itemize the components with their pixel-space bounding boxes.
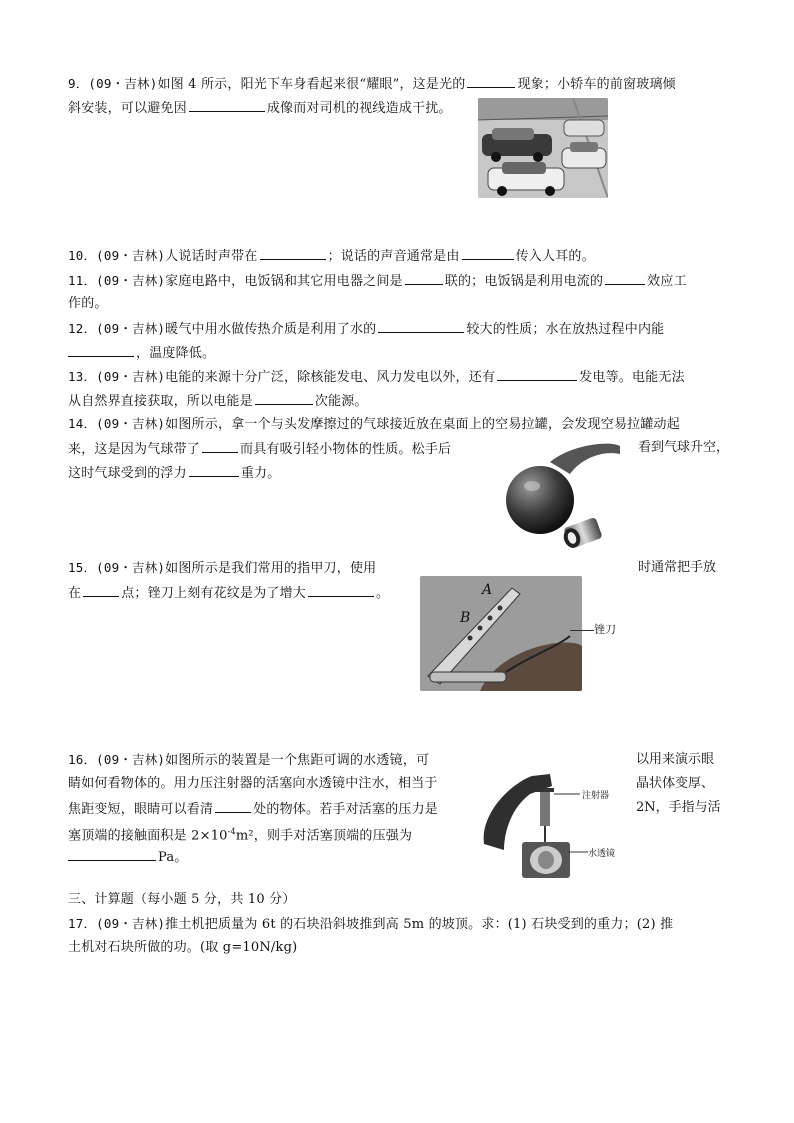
q16-text-4b: m²，则手对活塞顶端的压强为: [235, 828, 413, 844]
q11-text-b: 联的；电饭锅是利用电流的: [444, 274, 604, 289]
q15-text-2b: 点；锉刀上刻有花纹是为了增大: [121, 586, 307, 601]
car-4: [564, 120, 604, 136]
q11-number: 11．(09・吉林): [68, 273, 166, 288]
q14-blank-1[interactable]: [202, 438, 238, 453]
hand-shape: [550, 444, 620, 474]
q17-text-a: 推土机把质量为 6t 的石块沿斜坡推到高 5m 的坡顶。求：(1) 石块受到的重力；(2) 推: [165, 917, 674, 932]
q14-line3: [68, 462, 280, 484]
q14-figure-balloon: [500, 440, 622, 560]
q9-figure-cars: [478, 98, 608, 198]
q16-line1-right: [636, 750, 714, 770]
q15-line1-right: [638, 558, 716, 578]
q15-line2: [68, 582, 389, 604]
q12-blank-1[interactable]: [378, 318, 464, 333]
q16-line4: [68, 822, 412, 846]
q15-text-a: 如图所示是我们常用的指甲刀，使用: [165, 561, 377, 576]
q14-text-3b: 重力。: [240, 466, 281, 481]
q17-line2: [68, 938, 297, 958]
q10-text-c: 传入人耳的。: [515, 249, 595, 264]
q15-text-b: 时通常把手放: [638, 560, 717, 575]
q17-line1: [68, 914, 673, 935]
q14-line2: [68, 438, 451, 460]
fig-label-b: B: [460, 610, 471, 626]
q16-text-3b: 处的物体。若手对活塞的压力是: [253, 802, 439, 817]
q12-blank-2[interactable]: [68, 342, 134, 357]
q10-blank-1[interactable]: [260, 245, 326, 260]
q16-text-b: 以用来演示眼: [636, 752, 715, 767]
balloon-can-illustration: [500, 440, 622, 560]
q14-number: 14．(09・吉林): [68, 416, 166, 431]
fig-label-file: [594, 620, 616, 640]
fig-label-a: A: [482, 582, 493, 598]
q16-text-3c: 2N，手指与活: [636, 800, 721, 815]
q10-text-a: 人说话时声带在: [165, 249, 258, 264]
q11-blank-1[interactable]: [405, 270, 443, 285]
q15-blank-1[interactable]: [83, 582, 119, 597]
q13-line1: [68, 366, 685, 388]
can-shape: [561, 517, 603, 550]
q15-line1: [68, 558, 376, 579]
q12-text-line2: ，温度降低。: [136, 346, 216, 361]
q10-number: 10．(09・吉林): [68, 248, 166, 263]
fig-label-syringe: 注射器: [582, 791, 610, 801]
q13-blank-1[interactable]: [497, 366, 577, 381]
q14-text-3a: 这时气球受到的浮力: [68, 466, 187, 481]
q12-text-b: 较大的性质；水在放热过程中内能: [466, 322, 665, 337]
q13-text-2a: 从自然界直接获取，所以电能是: [68, 394, 253, 409]
q14-text-a: 如图所示，拿一个与头发摩擦过的气球接近放在桌面上的空易拉罐，会发现空易拉罐动起: [165, 417, 680, 432]
q16-figure-water-lens: [480, 764, 630, 886]
q16-text-2a: 睛如何看物体的。用力压注射器的活塞向水透镜中注水，相当于: [68, 776, 438, 791]
syringe-shape: [540, 790, 550, 826]
q16-text-5: Pa。: [158, 850, 188, 865]
q10-blank-2[interactable]: [462, 245, 514, 260]
q13-blank-2[interactable]: [255, 390, 313, 405]
q16-text-4a: 塞顶端的接触面积是 2×10: [68, 828, 228, 844]
q16-text-3a: 焦距变短，眼睛可以看清: [68, 802, 214, 817]
q16-exponent: -4: [227, 827, 236, 836]
file-label-pointer: [570, 630, 594, 631]
q15-figure-nail-clipper: [420, 576, 582, 691]
q11-text-line2: 作的。: [68, 296, 108, 311]
q12-line2: [68, 342, 215, 364]
q11-text-c: 效应工: [647, 274, 687, 289]
section-3-title-text: 三、计算题（每小题 5 分，共 10 分）: [68, 892, 296, 907]
fig-label-lens: 水透镜: [588, 849, 616, 859]
q15-text-2c: 。: [376, 586, 390, 601]
q16-text-a: 如图所示的装置是一个焦距可调的水透镜，可: [165, 753, 430, 768]
q12-line1: [68, 318, 664, 340]
q14-text-2b: 而具有吸引轻小物体的性质。松手后: [240, 442, 452, 457]
q13-text-a: 电能的来源十分广泛，除核能发电、风力发电以外，还有: [165, 370, 496, 385]
q10-text-b: ；说话的声音通常是由: [327, 249, 460, 264]
q11-text-a: 家庭电路中，电饭锅和其它用电器之间是: [165, 274, 403, 289]
q14-blank-2[interactable]: [189, 462, 239, 477]
q9-number: 9．(09・吉林): [68, 76, 158, 91]
cars-illustration: [478, 98, 608, 198]
q13-text-2b: 次能源。: [314, 394, 368, 409]
q9-blank-1[interactable]: [467, 73, 515, 88]
q16-text-2b: 晶状体变厚、: [636, 776, 715, 791]
q13-line2: [68, 390, 368, 412]
q14-line1: [68, 414, 680, 435]
section-3-title: [68, 890, 296, 910]
q13-number: 13．(09・吉林): [68, 369, 166, 384]
q16-number: 16．(09・吉林): [68, 752, 166, 767]
q12-text-a: 暖气中用水做传热介质是利用了水的: [165, 322, 377, 337]
q14-text-2a: 来，这是因为气球带了: [68, 442, 201, 457]
q15-blank-2[interactable]: [308, 582, 374, 597]
q13-text-b: 发电等。电能无法: [579, 370, 685, 385]
q16-line2-right: [636, 774, 714, 794]
q11-line1: [68, 270, 687, 292]
q9-text-2b: 成像而对司机的视线造成干扰。: [266, 101, 452, 116]
nail-clipper-illustration: [420, 576, 582, 691]
q16-line2: [68, 774, 438, 794]
q9-text-1a: 如图 4 所示，阳光下车身看起来很“耀眼”，这是光的: [157, 77, 466, 92]
q9-line2: [68, 97, 452, 119]
q11-line2: [68, 294, 108, 314]
file-label-text: 锉刀: [594, 623, 616, 636]
q16-line3: [68, 798, 438, 820]
q16-line1: [68, 750, 429, 771]
q10-line1: [68, 245, 595, 267]
q11-blank-2[interactable]: [605, 270, 645, 285]
q14-line2-right: [638, 438, 729, 458]
q17-text-line2: 土机对石块所做的功。(取 g=10N/kg): [68, 940, 298, 955]
water-lens-illustration: [480, 764, 630, 886]
q16-blank-1[interactable]: [215, 798, 251, 813]
q12-number: 12．(09・吉林): [68, 321, 166, 336]
q14-text-2c: 看到气球升空，: [638, 440, 730, 455]
q9-text-1b: 现象；小轿车的前窗玻璃倾: [517, 77, 676, 92]
q9-blank-2[interactable]: [189, 97, 265, 112]
balloon-shape: [506, 466, 574, 534]
q16-blank-2[interactable]: [68, 846, 156, 861]
q9-text-2a: 斜安装，可以避免因: [68, 101, 187, 116]
q15-number: 15．(09・吉林): [68, 560, 166, 575]
q15-text-2a: 在: [68, 586, 82, 601]
q16-line5: [68, 846, 188, 868]
q17-number: 17．(09・吉林): [68, 916, 166, 931]
q9-line1: [68, 73, 676, 95]
q16-line3-right: [636, 798, 721, 818]
